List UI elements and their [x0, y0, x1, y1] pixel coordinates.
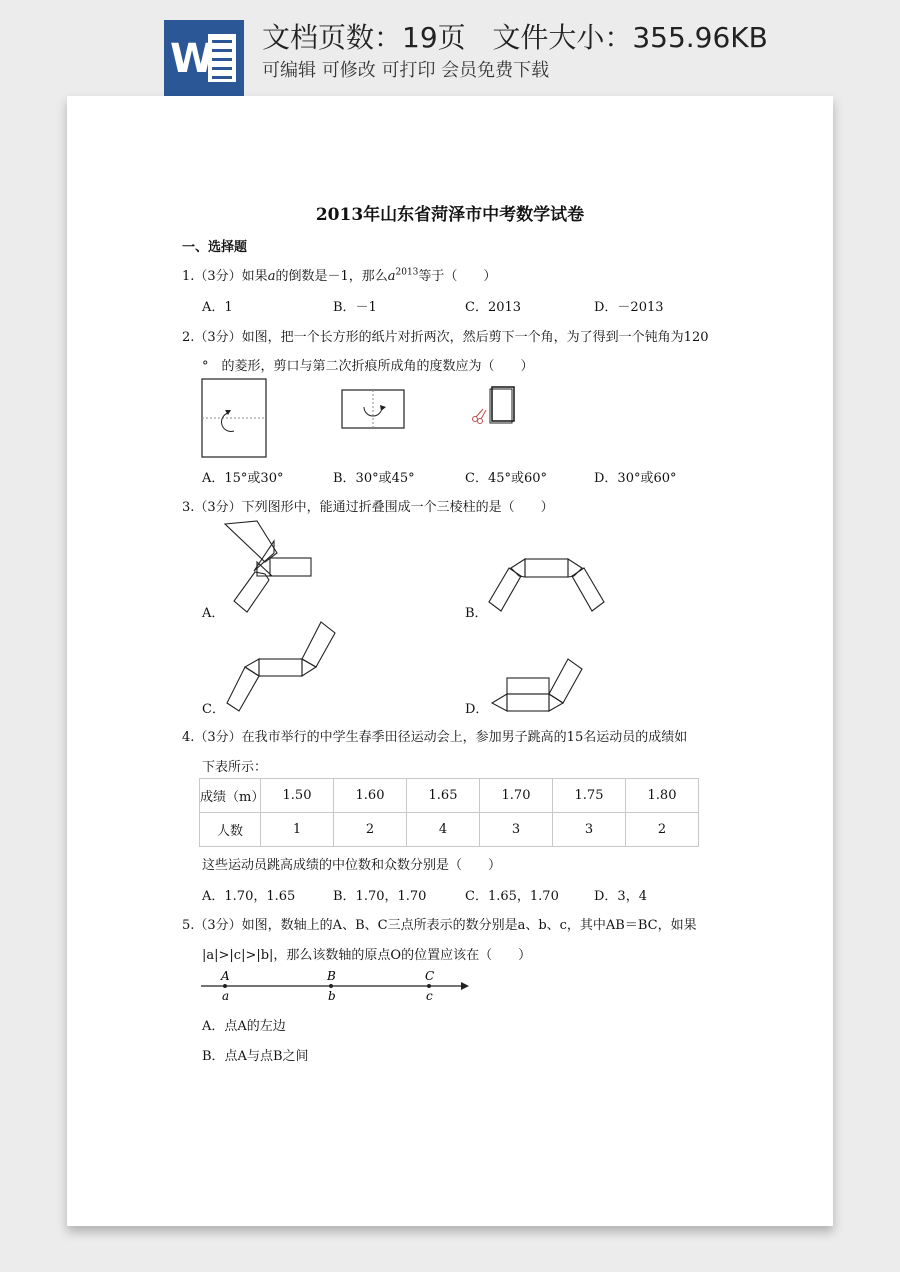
document-page: [67, 96, 833, 1226]
table-cell: 1.75: [553, 779, 626, 813]
fold-arrow-1: [222, 413, 234, 431]
table-cell: 1.65: [407, 779, 480, 813]
arrow-icon: [461, 982, 469, 990]
axis-label-upper: B: [327, 969, 336, 983]
q3-option-d: D．: [465, 702, 489, 717]
q3-option-c: C．: [202, 702, 225, 717]
q2-option-d: D．30°或60°: [594, 471, 677, 486]
table-cell: 2: [626, 813, 699, 847]
q1-option-b: B．－1: [333, 300, 377, 315]
download-banner: [0, 0, 900, 96]
question-1: 1.（3分）如果a的倒数是－1，那么$a^{2013}$等于（ ）: [182, 267, 497, 284]
table-row: [200, 779, 699, 813]
q4-option-a: A．1.70，1.65: [202, 889, 296, 904]
section-heading: 一、选择题: [182, 240, 248, 255]
q5-option-b: B．点A与点B之间: [202, 1049, 309, 1064]
table-cell: 3: [480, 813, 553, 847]
q4-option-b: B．1.70，1.70: [333, 889, 427, 904]
question-5-line1: 5.（3分）如图，数轴上的A、B、C三点所表示的数分别是a、b、c，其中AB＝BC，如果: [182, 918, 697, 933]
table-cell: 3: [553, 813, 626, 847]
number-line: [197, 968, 472, 1008]
question-3: 3.（3分）下列图形中，能通过折叠围成一个三棱柱的是（ ）: [182, 500, 554, 515]
question-4-line1: 4.（3分）在我市举行的中学生春季田径运动会上，参加男子跳高的15名运动员的成绩如: [182, 730, 688, 745]
q1-option-c: C．2013: [465, 300, 522, 315]
axis-label-upper: C: [425, 969, 435, 983]
prism-net-c: [217, 619, 342, 714]
q4-option-d: D．3，4: [594, 889, 647, 904]
axis-label-lower: b: [328, 989, 336, 1003]
doc-features: 可编辑 可修改 可打印 会员免费下载: [262, 60, 550, 81]
table-cell: 1.80: [626, 779, 699, 813]
word-icon: W: [164, 20, 244, 96]
question-4-line2: 下表所示：: [202, 760, 268, 775]
scissors-icon: [473, 409, 487, 424]
question-2-line1: 2.（3分）如图，把一个长方形的纸片对折两次，然后剪下一个角，为了得到一个钝角为120: [182, 330, 709, 345]
question-4-ask: 这些运动员跳高成绩的中位数和众数分别是（ ）: [202, 858, 502, 873]
fold-paper-3: [492, 387, 514, 421]
question-5-line2: |a|>|c|>|b|，那么该数轴的原点O的位置应该在（ ）: [202, 948, 532, 963]
q3-option-b: B．: [465, 606, 488, 621]
q2-option-c: C．45°或60°: [465, 471, 548, 486]
q4-option-c: C．1.65，1.70: [465, 889, 559, 904]
table-cell: 1.60: [334, 779, 407, 813]
axis-label-upper: A: [221, 969, 230, 983]
question-2-line2: ° 的菱形，剪口与第二次折痕所成角的度数应为（ ）: [202, 359, 534, 374]
paper-fold-figure: [200, 377, 530, 459]
prism-net-b: [485, 556, 610, 616]
q5-option-a: A．点A的左边: [202, 1019, 286, 1034]
table-cell: 1.70: [480, 779, 553, 813]
table-row: [200, 813, 699, 847]
q2-option-a: A．15°或30°: [202, 471, 284, 486]
axis-label-lower: a: [222, 989, 230, 1003]
axis-label-lower: c: [426, 989, 433, 1003]
q2-option-b: B．30°或45°: [333, 471, 415, 486]
q1-option-a: A．1: [202, 300, 233, 315]
prism-net-a: [217, 516, 327, 616]
prism-net-d: [487, 656, 592, 716]
table-cell: 2: [334, 813, 407, 847]
table-header-cell: 人数: [200, 813, 261, 847]
q1-option-d: D．－2013: [594, 300, 664, 315]
table-cell: 4: [407, 813, 480, 847]
doc-info: 文档页数：19页 文件大小：355.96KB: [262, 21, 768, 54]
page-title: 2013年山东省菏泽市中考数学试卷: [315, 205, 585, 225]
table-header-cell: 成绩（m）: [200, 779, 261, 813]
q3-option-a: A．: [202, 606, 225, 621]
table-cell: 1: [261, 813, 334, 847]
table-cell: 1.50: [261, 779, 334, 813]
score-table: [199, 778, 699, 847]
